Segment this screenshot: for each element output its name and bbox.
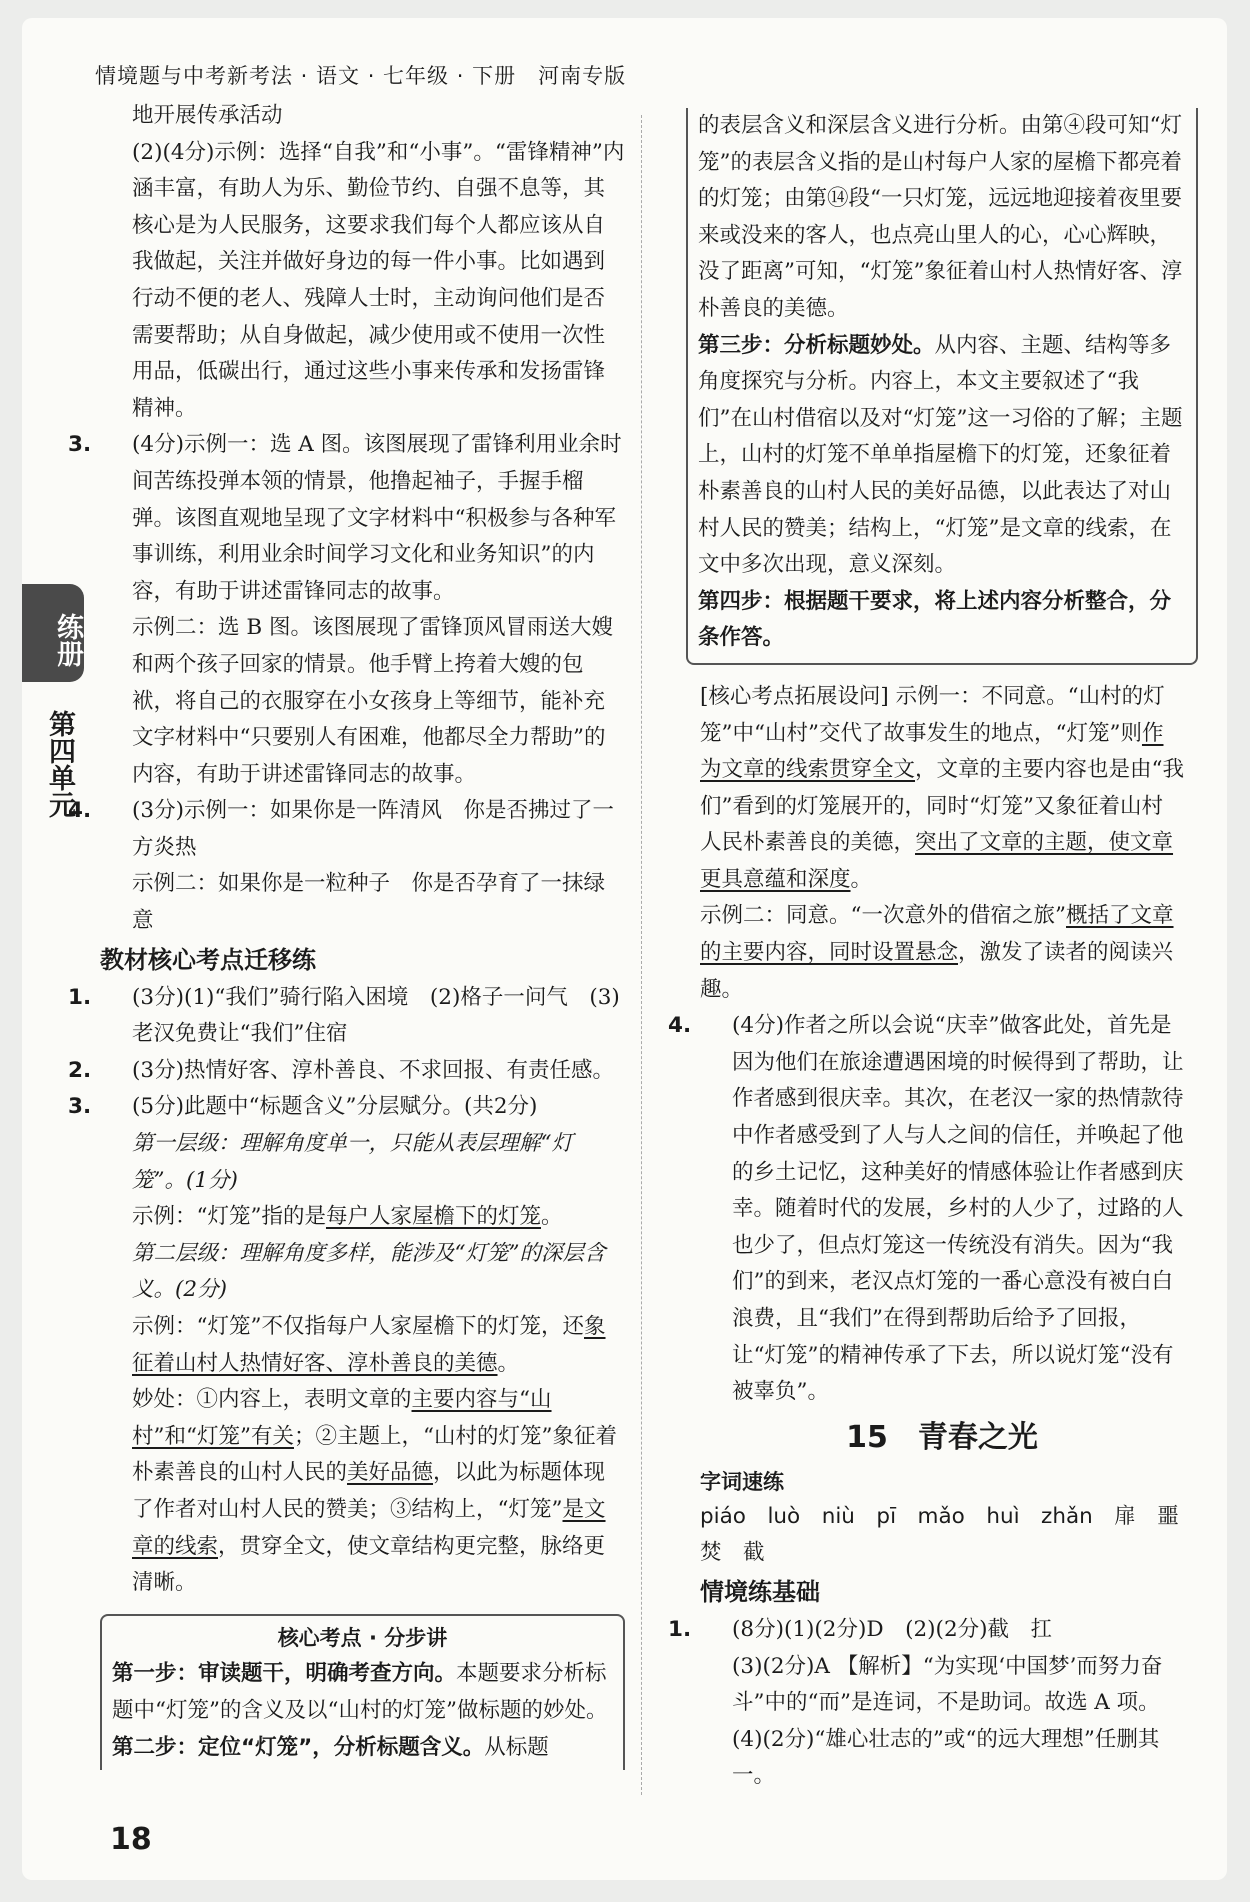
subsection-words: 字词速练 <box>700 1469 784 1494</box>
pinyin-line: piáo luò niù pī mǎo huì zhǎn 扉 噩 <box>700 1503 1179 1529</box>
step-body: 本题要求分析标题中“灯笼”的含义及以“山村的灯笼”做标题的妙处。 <box>112 1661 608 1723</box>
answer-1 <box>668 1612 1184 1649</box>
step-box <box>100 1614 625 1770</box>
level-1: 第一层级：理解角度单一，只能从表层理解“灯笼”。(1分) <box>132 1131 573 1193</box>
step-3 <box>698 328 1186 584</box>
column-divider <box>641 115 642 1795</box>
question-number: 1. <box>68 984 92 1010</box>
step-head: 第二步：定位“灯笼”，分析标题含义。 <box>112 1734 485 1760</box>
answer-t3 <box>68 1089 625 1126</box>
underlined-text: 象征着山村人热情好客、淳朴善良的美德 <box>132 1314 606 1376</box>
step-box-continued <box>686 108 1198 665</box>
step-head: 第三步：分析标题妙处。 <box>698 332 935 358</box>
answer-1-4: (4)(2分)“雄心壮志的”或“的远大理想”任删其一。 <box>732 1726 1160 1789</box>
merits <box>100 1382 625 1602</box>
page-number: 18 <box>110 1822 152 1857</box>
extension-2 <box>700 898 1184 1008</box>
underlined-text: 美好品德 <box>347 1460 434 1486</box>
text: ；②主题上，“山村的灯笼”象征着朴素善良的山村人民的 <box>132 1423 617 1486</box>
underlined-text: 概括了文章的主要内容，同时设置悬念 <box>700 903 1174 966</box>
level-2-example <box>100 1309 625 1382</box>
step-2 <box>112 1730 613 1767</box>
box-text: 的表层含义和深层含义进行分析。由第④段可知“灯笼”的表层含义指的是山村每户人家的屋檐下都亮着的灯笼；由第⑭段“一只灯笼，远远地迎接着夜里要来或没来的客人，也点亮山里人的心，心心辉映，没了距离”可知，“灯笼”象征着山村人热情好客、淳朴善良的美德。 <box>698 113 1183 321</box>
step-body: 从标题 <box>484 1734 549 1760</box>
extension <box>700 679 1184 899</box>
underlined-text: 每户人家屋檐下的灯笼 <box>325 1204 541 1230</box>
lesson-title: 15 青春之光 <box>846 1419 1038 1455</box>
text: ，贯穿全文，使文章结构更完整，脉络更清晰。 <box>132 1533 606 1596</box>
step-head: 第一步：审读题干，明确考查方向。 <box>112 1661 457 1687</box>
answer-q2-2: (2)(4分)示例：选择“自我”和“小事”。“雷锋精神”内涵丰富，有助人为乐、勤俭节约、自强不息等，其核心是为人民服务，这要求我们每个人都应该从自我做起，关注并做好身边的每一件小事。比如遇到行动不便的老人、残障人士时，主动询问他们是否需要帮助；从自身做起，减少使用或不使用一次性用品，低碳出行，通过这些小事来传承和发扬雷锋精神。 <box>132 139 625 421</box>
text: ，以此为标题体现了作者对山村人民的赞美；③结构上，“灯笼” <box>132 1460 606 1522</box>
question-number: 4. <box>68 798 92 824</box>
text: 妙处：①内容上，表明文章的 <box>132 1387 412 1413</box>
answer-text: (8分)(1)(2分)D (2)(2分)截 扛 <box>732 1616 1053 1642</box>
section-title: 教材核心考点迁移练 <box>100 945 316 974</box>
text: 示例：“灯笼”指的是 <box>132 1204 326 1230</box>
text: ，文章的主要内容也是由“我们”看到的灯笼展开的，同时“灯笼”又象征着山村人民朴素善良的美德， <box>700 757 1185 856</box>
question-number: 2. <box>68 1057 92 1083</box>
text: [核心考点拓展设问] 示例一：不同意。“山村的灯笼”中“山村”交代了故事发生的地点，“灯笼”则 <box>700 683 1165 746</box>
answer-text: (3分)热情好客、淳朴善良、不求回报、有责任感。 <box>132 1057 614 1083</box>
question-number: 4. <box>668 1013 692 1039</box>
text: 。 <box>541 1204 563 1230</box>
text: 示例二：同意。“一次意外的借宿之旅” <box>700 903 1066 929</box>
text: ，激发了读者的阅读兴趣。 <box>700 940 1174 1002</box>
level-2: 第二层级：理解角度多样，能涉及“灯笼”的深层含义。(2分) <box>132 1240 606 1303</box>
answer-q3-example2: 示例二：选 B 图。该图展现了雷锋顶风冒雨送大嫂和两个孩子回家的情景。他手臂上挎着大嫂的包袱，将自己的衣服穿在小女孩身上等细节，能补充文字材料中“只要别人有困难，他都尽全力帮助”的内容，有助于讲述雷锋同志的故事。 <box>132 615 613 787</box>
underlined-text: 主要内容与“山村”和“灯笼”有关 <box>132 1387 552 1449</box>
underlined-text: 是文章的线索 <box>132 1496 606 1559</box>
text: 。 <box>850 866 873 892</box>
step-1 <box>112 1656 613 1729</box>
text: 示例：“灯笼”不仅指每户人家屋檐下的灯笼，还 <box>132 1314 584 1339</box>
answer-q3 <box>68 427 625 610</box>
step-4: 第四步：根据题干要求，将上述内容分析整合，分条作答。 <box>698 588 1172 651</box>
answer-text: (3分)(1)“我们”骑行陷入困境 (2)格子一问气 (3)老汉免费让“我们”住宿 <box>132 984 620 1047</box>
box-title: 核心考点 · 分步讲 <box>277 1625 448 1650</box>
question-number: 3. <box>68 1094 92 1120</box>
answer-q4-example2: 示例二：如果你是一粒种子 你是否孕育了一抹绿意 <box>132 871 606 934</box>
underlined-text: 突出了文章的主题，使文章更具意蕴和深度 <box>700 830 1174 892</box>
side-tab-practice: 练册 <box>22 584 84 682</box>
text: 。 <box>497 1350 520 1376</box>
question-number: 3. <box>68 432 92 458</box>
answer-t2 <box>68 1053 625 1090</box>
subsection-basics: 情境练基础 <box>700 1577 820 1606</box>
answer-text: 地开展传承活动 <box>132 103 283 128</box>
answer-text: (3分)示例一：如果你是一阵清风 你是否拂过了一方炎热 <box>132 798 614 860</box>
running-header: 情境题与中考新考法 · 语文 · 七年级 · 下册 河南专版 <box>95 64 627 88</box>
level-1-example <box>100 1199 625 1236</box>
answer-1-3: (3)(2分)A 【解析】“为实现‘中国梦’而努力奋斗”中的“而”是连词，不是助词。故选 A 项。 <box>732 1653 1163 1716</box>
answer-text: (5分)此题中“标题含义”分层赋分。(共2分) <box>132 1094 538 1120</box>
answer-q4 <box>68 793 625 866</box>
answer-text: (4分)示例一：选 A 图。该图展现了雷锋利用业余时间苦练投弹本领的情景，他撸起袖子，手握手榴弹。该图直观地呈现了文字材料中“积极参与各种军事训练，利用业余时间学习文化和业务知识”的内容，有助于讲述雷锋同志的故事。 <box>132 432 622 604</box>
question-number: 1. <box>668 1616 692 1642</box>
underlined-text: 作为文章的线索贯穿全文 <box>700 720 1164 783</box>
step-body: 从内容、主题、结构等多角度探究与分析。内容上，本文主要叙述了“我们”在山村借宿以及对“灯笼”这一习俗的了解；主题上，山村的灯笼不单单指屋檐下的灯笼，还象征着朴素善良的山村人民的美好品德，以此表达了对山村人民的赞美；结构上，“灯笼”是文章的线索，在文中多次出现，意义深刻。 <box>698 332 1183 578</box>
answer-text: (4分)作者之所以会说“庆幸”做客此处，首先是因为他们在旅途遭遇困境的时候得到了帮助，让作者感到很庆幸。其次，在老汉一家的热情款待中作者感受到了人与人之间的信任，并唤起了他的乡土记忆，这种美好的情感体验让作者感到庆幸。随着时代的发展，乡村的人少了，过路的人也少了，但点灯笼这一传统没有消失。因为“我们”的到来，老汉点灯笼的一番心意没有被白白浪费，且“我们”在得到帮助后给予了回报，让“灯笼”的精神传承了下去，所以说灯笼“没有被辜负”。 <box>732 1013 1184 1405</box>
side-unit-label: 第四单元 <box>44 710 75 818</box>
pinyin-line-2: 焚 截 <box>700 1540 765 1566</box>
right-column <box>668 110 1185 1795</box>
left-column <box>68 98 625 1770</box>
answer-q4-right <box>668 1008 1184 1411</box>
answer-t1 <box>68 980 625 1053</box>
